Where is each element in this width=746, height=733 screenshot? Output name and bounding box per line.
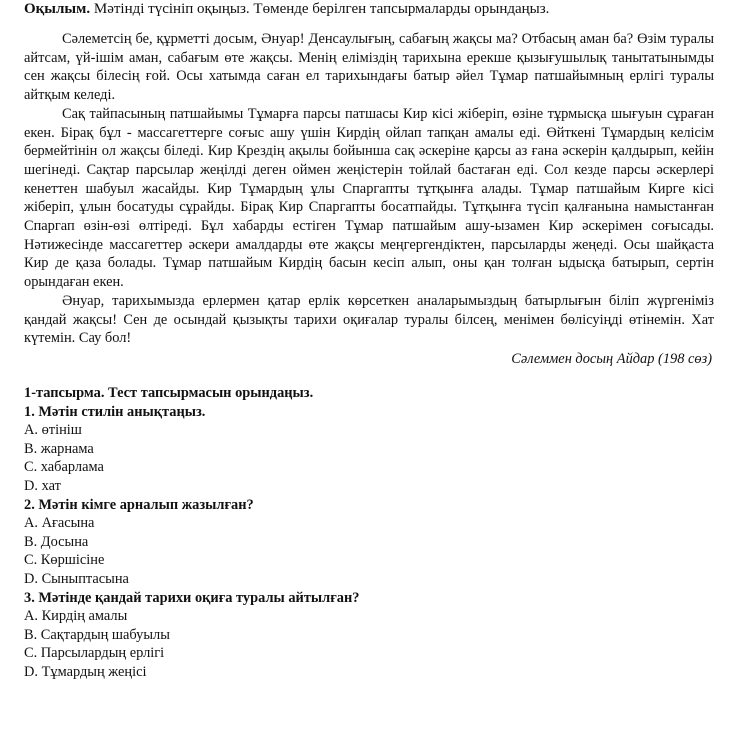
question-1-option-a: A. өтініш	[24, 422, 82, 439]
task-instruction: . Тест тапсырмасын орындаңыз.	[100, 385, 314, 401]
letter-paragraph: Сақ тайпасының патшайымы Тұмарға парсы патшасы Кир кісі жіберіп, өзіне тұрмысқа шығуын сұраған екен. Бірақ бұл - массагеттерге соғыс ашу үшін Кирдің ойлап тапқан амалы еді. Өйткені Тұмардың келісім бермейтінін ол жақсы біледі. Кир Крездің ақылы бойынша сақ әскеріне қарсы аз ғана әскерін қалдырып, кейін шегінеді. Сақтар парсылар жеңілді деген оймен жеңістерін тойлай бастаған еді. Сол кезде парсы әскерлері кенеттен шабуыл жасайды. Кир Тұмардың ұлы Спаргапты тұтқынға алады. Тұмар патшайым Кирге кісі жіберіп, ұлын босатуды сұрайды. Бірақ Кир Спаргапты босатпайды. Тұтқынға түсіп қалғанына намыстанған Спаргап өзін-өзі өлтіреді. Бұл хабарды естіген Тұмар патшайым ашу-ызамен Кир әскерімен соғысады. Нәтижесінде массагеттер әскери амалдарды өте жақсы меңгергендіктен, парсыларды жеңеді. Осы шайқаста Кир де қаза болады. Тұмар патшайым Кирдің басын кесіп алып, оны қан толған ыдысқа батырып, сертін орындаған екен.	[24, 105, 714, 291]
section-label: Оқылым.	[24, 1, 91, 17]
question-2-option-b: B. Досына	[24, 533, 89, 550]
question-2: 2. Мәтін кімге арналып жазылған?	[24, 496, 254, 513]
question-3-option-b: B. Сақтардың шабуылы	[24, 626, 170, 643]
question-3: 3. Мәтінде қандай тарихи оқиға туралы айтылған?	[24, 589, 360, 606]
question-1-option-c: C. хабарлама	[24, 459, 104, 476]
letter-text	[24, 30, 714, 369]
question-2-option-c: C. Көршісіне	[24, 552, 105, 569]
question-1: 1. Мәтін стилін анықтаңыз.	[24, 403, 206, 420]
task-title: 1-тапсырма	[24, 385, 101, 401]
letter-paragraph: Сәлеметсің бе, құрметті досым, Әнуар! Денсаулығың, сабағың жақсы ма? Отбасың аман ба? Өзім туралы айтсам, үй-ішім аман, сабағым өте жақсы. Менің еліміздің тарихына ерекше қызығушылық танытатынымды сен жақсы білесің ғой. Осы хатымда саған ел тарихындағы батыр әйел Тұмар патшайымның ерлігі туралы айтқым келеді.	[24, 31, 714, 104]
letter-paragraph: Әнуар, тарихымызда ерлермен қатар ерлік көрсеткен аналарымыздың батырлығын біліп жүргеніміз қандай жақсы! Сен де осындай қызықты тарихи оқиғалар туралы білсең, менімен бөлісуіңді өтінемін. Хат күтемін. Сау бол!	[24, 292, 714, 347]
test-task	[24, 384, 714, 682]
question-3-option-c: C. Парсылардың ерлігі	[24, 645, 165, 662]
question-3-option-a: A. Кирдің амалы	[24, 608, 128, 625]
question-1-option-d: D. хат	[24, 477, 61, 494]
section-header	[24, 0, 734, 18]
question-1-option-b: B. жарнама	[24, 440, 94, 457]
letter-signature: Сәлеммен досың Айдар (198 сөз)	[511, 350, 712, 367]
section-instruction: Мәтінді түсініп оқыңыз. Төменде берілген тапсырмаларды орындаңыз.	[93, 1, 550, 17]
question-2-option-a: A. Ағасына	[24, 515, 95, 532]
task-heading	[24, 384, 714, 403]
question-2-option-d: D. Сыныптасына	[24, 570, 129, 587]
question-3-option-d: D. Тұмардың жеңісі	[24, 663, 147, 680]
